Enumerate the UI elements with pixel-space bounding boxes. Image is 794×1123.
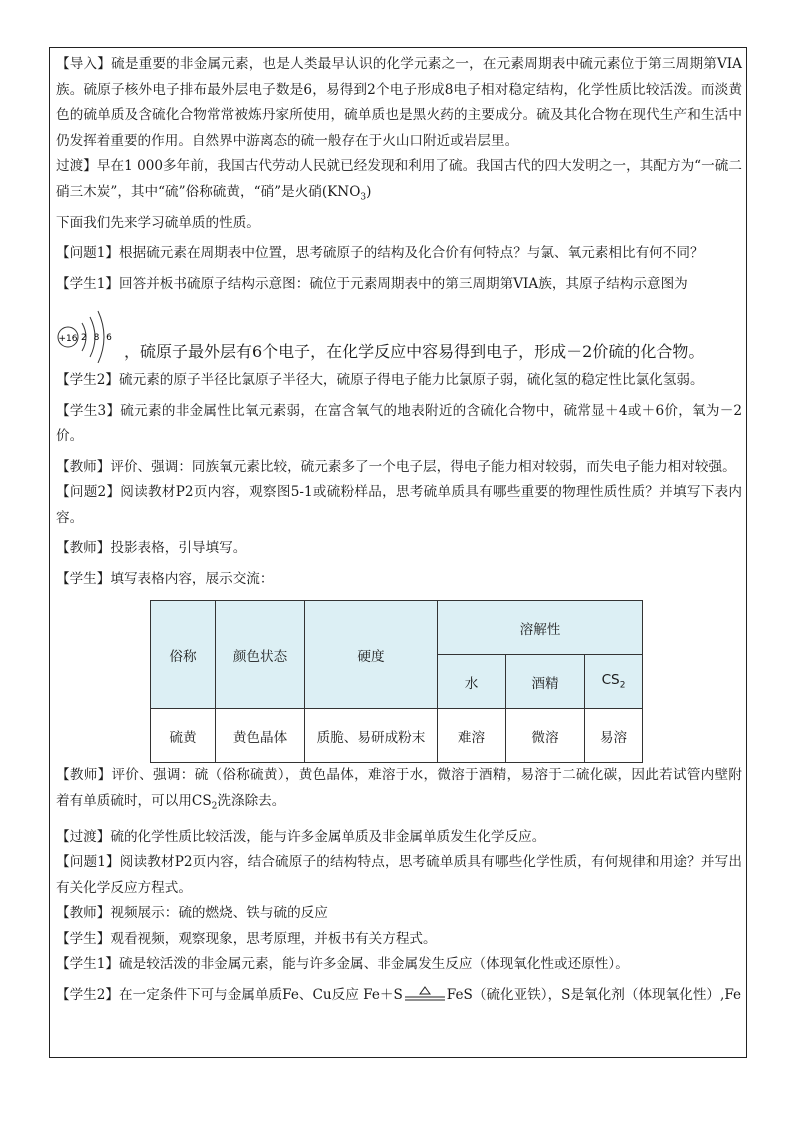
teacher-instruction: 【教师】投影表格，引导填写。 [56,540,247,557]
transition-2: 【过渡】硫的化学性质比较活泼，能与许多金属单质及非金属单质发生化学反应。 [56,828,546,845]
cell-alcohol: 微溶 [506,709,585,763]
header-water: 水 [438,655,506,709]
atom-diagram-icon [56,303,118,363]
next-line: 下面我们先来学习硫单质的性质。 [56,214,260,231]
header-alcohol: 酒精 [506,655,585,709]
student-1-chemistry: 【学生1】硫是较活泼的非金属元素，能与许多金属、非金属发生反应（体现氧化性或还原性）。 [56,956,629,973]
header-common-name: 俗称 [151,601,216,709]
student-3-answer: 【学生3】硫元素的非金属性比氧元素弱，在富含氧气的地表附近的含硫化合物中，硫常显＋4或＋6价，氧为－2价。 [56,402,742,445]
atom-nucleus: +16 [58,334,78,345]
cell-water: 难溶 [438,709,506,763]
student-watch: 【学生】观看视频，观察现象，思考原理，并板书有关方程式。 [56,930,437,947]
student-1-answer: 【学生1】回答并板书硫原子结构示意图：硫位于元素周期表中的第三周期第VIA族，其原子结构示意图为 [56,275,688,292]
transition-paragraph: 过渡】早在1 000多年前，我国古代劳动人民就已经发现和利用了硫。我国古代的四大发明之一，其配方为“一硫二硝三木炭”，其中“硫”俗称硫黄，“硝”是火硝$(KNO_3)$ [56,158,742,203]
atom-shells: 2 8 6 [81,333,114,344]
header-cs2: $CS_2$ [585,655,643,709]
question-3: 【问题1】阅读教材P2页内容，结合硫原子的结构特点，思考硫单质具有哪些化学性质，有何规律和用途？并写出有关化学反应方程式。 [56,854,742,896]
header-hardness: 硬度 [305,601,438,709]
intro-paragraph: 【导入】硫是重要的非金属元素，也是人类最早认识的化学元素之一，在元素周期表中硫元素位于第三周期第VIA族。硫原子核外电子排布最外层电子数是6，易得到2个电子形成8电子相对稳定结构，化学性质比较活泼。而淡黄色的硫单质及含硫化合物常常被炼丹家所使用，硫单质也是黑火药的主要成分。硫及其化合物在现代生产和生活中仍发挥着重要的作用。自然界中游离态的硫一般存在于火山口附近或岩层里。 [56,56,742,149]
header-color-state: 颜色状态 [216,601,305,709]
sulfur-atom-structure [56,303,742,363]
student-fill-table: 【学生】填写表格内容，展示交流： [56,570,274,587]
student-2-reaction: 【学生2】在一定条件下可与金属单质Fe、Cu反应 Fe＋S FeS（硫化亚铁），S是氧化剂（体现氧化性）,Fe [56,986,742,1003]
cell-common-name: 硫黄 [151,709,216,763]
cell-color-state: 黄色晶体 [216,709,305,763]
teacher-comment-1: 【教师】评价、强调：同族氧元素比较，硫元素多了一个电子层，得电子能力相对较弱，而失电子能力相对较强。 [56,458,736,475]
teacher-comment-2: 【教师】评价、强调：硫（俗称硫黄），黄色晶体，难溶于水，微溶于酒精，易溶于二硫化碳，因此若试管内壁附着有单质硫时，可以用$CS_2$洗涤除去。 [56,767,742,812]
atom-description: ，硫原子最外层有6个电子，在化学反应中容易得到电子，形成－2价硫的化合物。 [124,342,705,362]
cell-cs2: 易溶 [585,709,643,763]
teacher-video: 【教师】视频展示：硫的燃烧、铁与硫的反应 [56,905,328,922]
student-2-answer: 【学生2】硫元素的原子半径比氯原子半径大，硫原子得电子能力比氯原子弱，硫化氢的稳定性比氯化氢弱。 [56,372,704,389]
sulfur-properties-table [150,600,643,763]
question-2: 【问题2】阅读教材P2页内容，观察图5-1或硫粉样品，思考硫单质具有哪些重要的物理性质性质？并填写下表内容。 [56,484,742,526]
question-1: 【问题1】根据硫元素在周期表中位置，思考硫原子的结构及化合价有何特点？与氯、氧元素相比有何不同？ [56,245,704,262]
heating-condition-icon [403,986,447,1002]
lesson-content [56,52,742,1008]
header-solubility: 溶解性 [438,601,643,655]
cell-hardness: 质脆、易研成粉末 [305,709,438,763]
